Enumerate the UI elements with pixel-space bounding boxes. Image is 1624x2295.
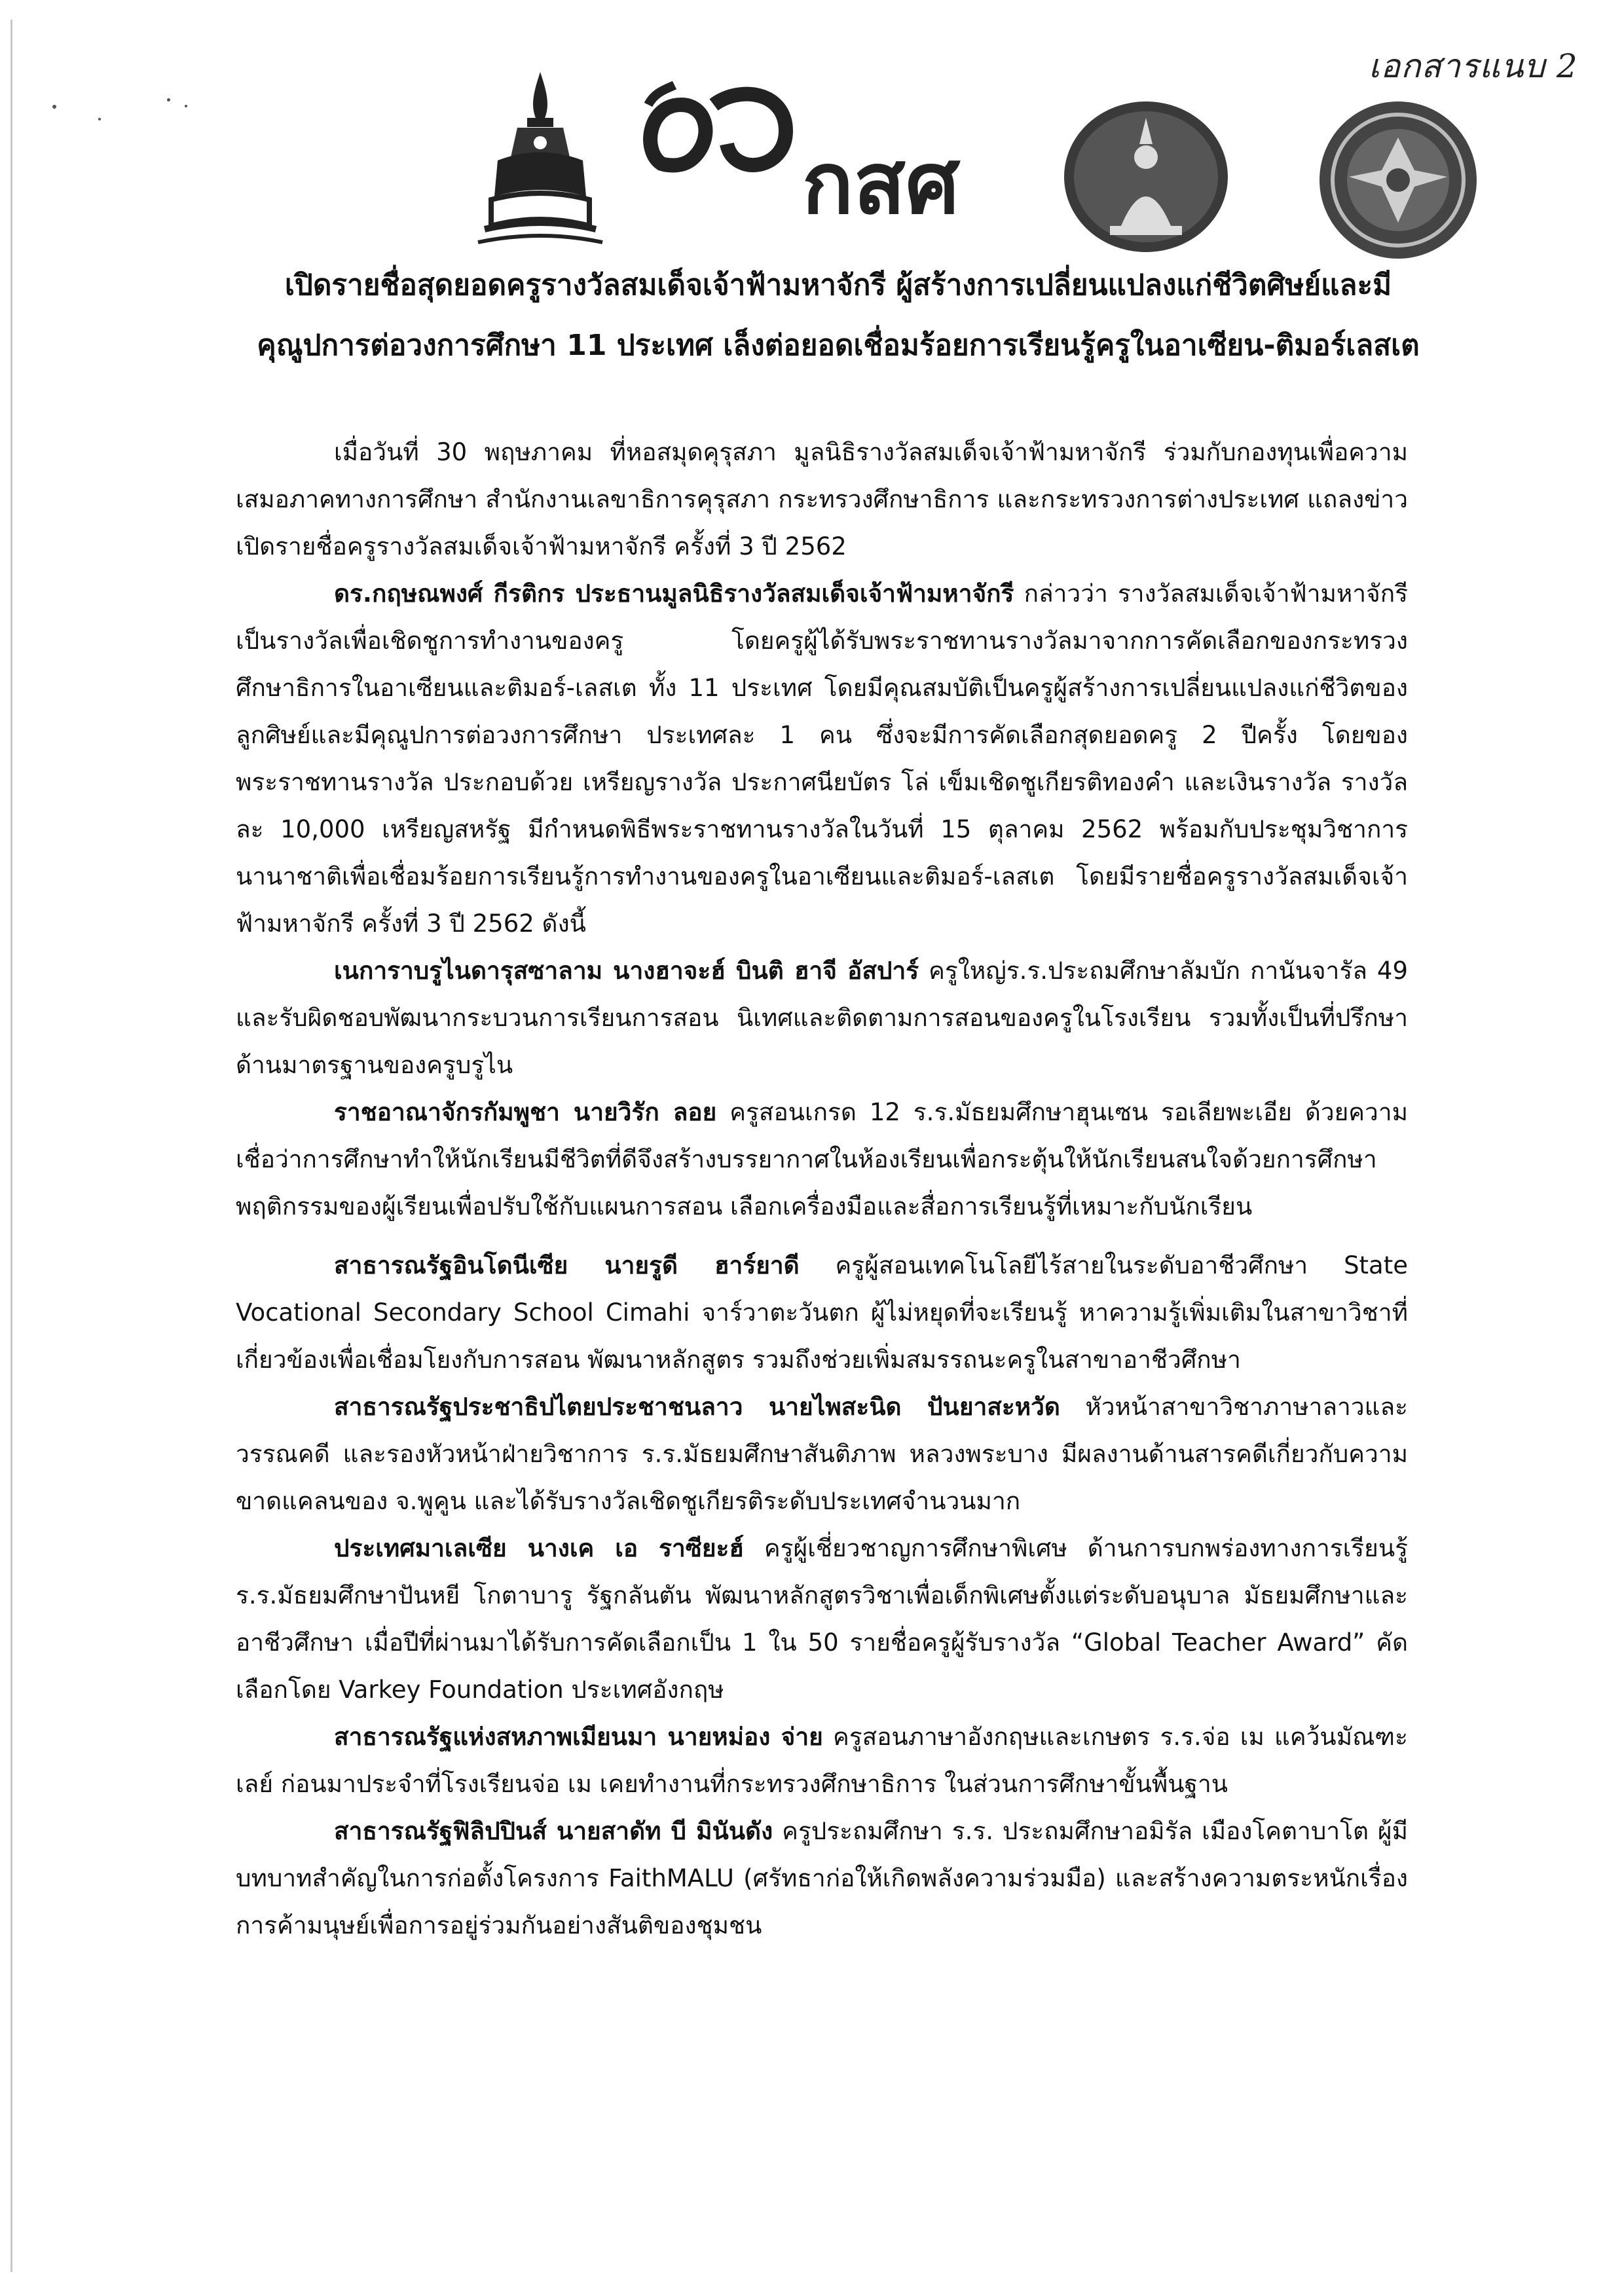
paragraph-lead: ประเทศมาเลเซีย นางเค เอ ราซียะฮ์ [334,1534,745,1562]
scan-speck [98,118,101,120]
paragraph-indonesia [236,1242,1408,1384]
paragraph-lead: สาธารณรัฐแห่งสหภาพเมียนมา นายหม่อง จ่าย [334,1723,823,1751]
paragraph-myanmar [236,1714,1408,1808]
paragraph-lead: สาธารณรัฐประชาธิปไตยประชาชนลาว นายไพสะนิด ปันยาสะหวัด [334,1393,1060,1421]
logo-row [471,65,1526,255]
paragraph-brunei [236,947,1408,1089]
eef-logo-text: กสศ [802,134,960,233]
scan-speck [52,105,56,109]
paragraph-text: ครูผู้เชี่ยวชาญการศึกษาพิเศษ ด้านการบกพร่องทางการเรียนรู้ ร.ร.มัธยมศึกษาปันหยี โกตาบารู รัฐกลันตัน พัฒนาหลักสูตรวิชาเพื่อเด็กพิเศษตั้งแต่ระดับอนุบาล มัธยมศึกษาและอาชีวศึกษา เมื่อปีที่ผ่านมาได้รับการคัดเลือกเป็น 1 ใน 50 รายชื่อครูผู้รับรางวัล “Global Teacher Award” คัดเลือกโดย Varkey Foundation ประเทศอังกฤษ [236,1534,1409,1704]
paragraph-malaysia [236,1525,1408,1714]
paragraph-philippines [236,1808,1408,1949]
eef-logo-icon [635,65,799,255]
paragraph-lead: สาธารณรัฐฟิลิปปินส์ นายสาดัท บี มินันดัง [334,1817,773,1845]
scan-edge-line [10,20,12,2272]
article-body [236,429,1408,1949]
headline-line-1: เปิดรายชื่อสุดยอดครูรางวัลสมเด็จเจ้าฟ้ามหาจักรี ผู้สร้างการเปลี่ยนแปลงแก่ชีวิตศิษย์และมี [284,268,1392,302]
scan-speck [185,105,187,107]
paragraph-text: ครูผู้สอนเทคโนโลยีไร้สายในระดับอาชีวศึกษา State Vocational Secondary School Cimahi จาร์วาตะวันตก ผู้ไม่หยุดที่จะเรียนรู้ หาความรู้เพิ่มเติมในสาขาวิชาที่เกี่ยวข้องเพื่อเชื่อมโยงกับการสอน พัฒนาหลักสูตร รวมถึงช่วยเพิ่มสมรรถนะครูในสาขาอาชีวศึกษา [236,1251,1409,1374]
paragraph-laos [236,1384,1408,1525]
royal-crown-emblem-icon [471,65,609,255]
paragraph-text: เมื่อวันที่ 30 พฤษภาคม ที่หอสมุดคุรุสภา มูลนิธิรางวัลสมเด็จเจ้าฟ้ามหาจักรี ร่วมกับกองทุนเพื่อความเสมอภาคทางการศึกษา สำนักงานเลขาธิการคุรุสภา กระทรวงศึกษาธิการ และกระทรวงการต่างประเทศ แถลงข่าวเปิดรายชื่อครูรางวัลสมเด็จเจ้าฟ้ามหาจักรี ครั้งที่ 3 ปี 2562 [236,438,1408,560]
paragraph-lead: ราชอาณาจักรกัมพูชา นายวิรัก ลอย [334,1098,717,1126]
paragraph-text: ครูประถมศึกษา ร.ร. ประถมศึกษาอมิรัล เมืองโคตาบาโต ผู้มีบทบาทสำคัญในการก่อตั้งโครงการ FaithMALU (ศรัทธาก่อให้เกิดพลังความร่วมมือ) และสร้างความตระหนักเรื่องการค้ามนุษย์เพื่อการอยู่ร่วมกันอย่างสันติของชุมชน [236,1817,1408,1939]
paragraph-text: กล่าวว่า รางวัลสมเด็จเจ้าฟ้ามหาจักรี เป็นรางวัลเพื่อเชิดชูการทำงานของครู โดยครูผู้ได้รับพระราชทานรางวัลมาจากการคัดเลือกของกระทรวงศึกษาธิการในอาเซียนและติมอร์-เลสเต ทั้ง 11 ประเทศ โดยมีคุณสมบัติเป็นครูผู้สร้างการเปลี่ยนแปลงแก่ชีวิตของลูกศิษย์และมีคุณูปการต่อวงการศึกษา ประเทศละ 1 คน ซึ่งจะมีการคัดเลือกสุดยอดครู 2 ปีครั้ง โดยของพระราชทานรางวัล ประกอบด้วย เหรียญรางวัล ประกาศนียบัตร โล่ เข็มเชิดชูเกียรติทองคำ และเงินรางวัล รางวัลละ 10,000 เหรียญสหรัฐ มีกำหนดพิธีพระราชทานรางวัลในวันที่ 15 ตุลาคม 2562 พร้อมกับประชุมวิชาการนานาชาติเพื่อเชื่อมร้อยการเรียนรู้การทำงานของครูในอาเซียนและติมอร์-เลสเต โดยมีรายชื่อครูรางวัลสมเด็จเจ้าฟ้ามหาจักรี ครั้งที่ 3 ปี 2562 ดังนี้ [236,579,1408,938]
headline-line-2: คุณูปการต่อวงการศึกษา 11 ประเทศ เล็งต่อยอดเชื่อมร้อยการเรียนรู้ครูในอาเซียน-ติมอร์เลสเต [257,329,1420,362]
handwritten-annotation: เอกสารแนบ 2 [1369,47,1578,85]
paragraph-text: หัวหน้าสาขาวิชาภาษาลาวและวรรณคดี และรองหัวหน้าฝ่ายวิชาการ ร.ร.มัธยมศึกษาสันติภาพ หลวงพระบาง มีผลงานด้านสารคดีเกี่ยวกับความขาดแคลนของ จ.พูคูน และได้รับรางวัลเชิดชูเกียรติระดับประเทศจำนวนมาก [236,1393,1408,1515]
paragraph-lead: สาธารณรัฐอินโดนีเซีย นายรูดี ฮาร์ยาดี [334,1251,800,1279]
paragraph-intro [236,429,1408,570]
headline [216,255,1460,376]
paragraph-text: ครูสอนภาษาอังกฤษและเกษตร ร.ร.จ่อ เม แคว้นมัณฑะเลย์ ก่อนมาประจำที่โรงเรียนจ่อ เม เคยทำงานที่กระทรวงศึกษาธิการ ในส่วนการศึกษาขั้นพื้นฐาน [236,1723,1408,1798]
scan-speck [167,98,170,101]
paragraph-chairman [236,570,1408,947]
paragraph-cambodia [236,1089,1408,1230]
paragraph-text: ครูใหญ่ร.ร.ประถมศึกษาลัมบัก กานันจารัล 49 และรับผิดชอบพัฒนากระบวนการเรียนการสอน นิเทศและติดตามการสอนของครูในโรงเรียน รวมทั้งเป็นที่ปรึกษาด้านมาตรฐานของครูบรูไน [236,957,1408,1079]
paragraph-lead: เนการาบรูไนดารุสซาลาม นางฮาจะฮ์ บินติ ฮาจี อัสปาร์ [334,957,919,985]
paragraph-lead: ดร.กฤษณพงศ์ กีรติกร ประธานมูลนิธิรางวัลสมเด็จเจ้าฟ้ามหาจักรี [334,579,1014,608]
paragraph-text: ครูสอนเกรด 12 ร.ร.มัธยมศึกษาฮุนเซน รอเลียพะเอีย ด้วยความเชื่อว่าการศึกษาทำให้นักเรียนมีชีวิตที่ดีจึงสร้างบรรยากาศในห้องเรียนเพื่อกระตุ้นให้นักเรียนสนใจด้วยการศึกษาพฤติกรรมของผู้เรียนเพื่อปรับใช้กับแผนการสอน เลือกเครื่องมือและสื่อการเรียนรู้ที่เหมาะกับนักเรียน [236,1098,1408,1221]
ministry-seal-icon [1316,98,1480,262]
buddha-seal-icon [1061,98,1231,255]
